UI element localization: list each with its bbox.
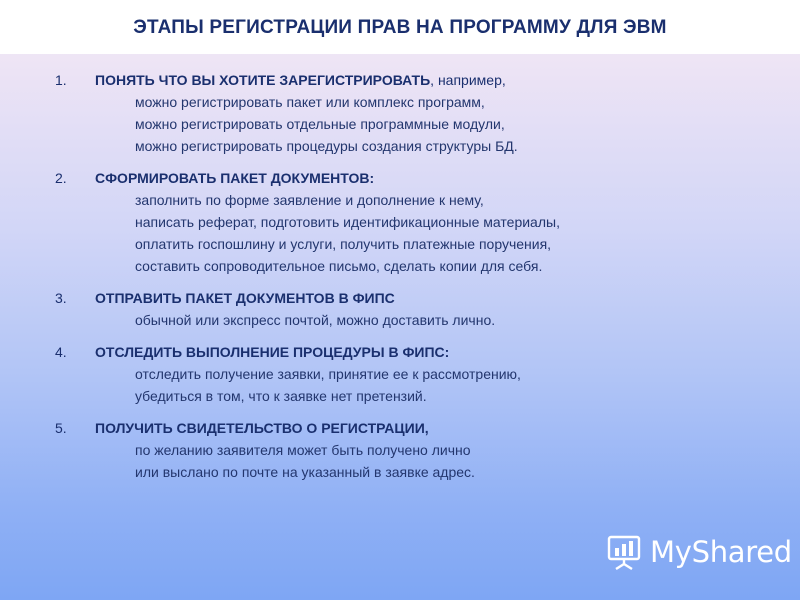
step-heading [95, 288, 395, 309]
step-detail-line: отследить получение заявки, принятие ее к рассмотрению, [135, 366, 521, 382]
step-detail-line: можно регистрировать пакет или комплекс программ, [135, 94, 485, 110]
step-heading [95, 70, 506, 91]
step-heading [95, 168, 374, 189]
step-heading [95, 418, 429, 439]
step-number: 4. [55, 344, 67, 360]
step-number: 3. [55, 290, 67, 306]
step-number: 1. [55, 72, 67, 88]
step-detail-line: можно регистрировать отдельные программные модули, [135, 116, 505, 132]
step-heading-bold: ПОНЯТЬ ЧТО ВЫ ХОТИТЕ ЗАРЕГИСТРИРОВАТЬ [95, 72, 431, 88]
watermark-text: MyShared [650, 535, 792, 569]
step-heading-row [55, 418, 775, 439]
step-item [55, 342, 775, 407]
step-detail-line: написать реферат, подготовить идентификационные материалы, [135, 214, 560, 230]
step-item [55, 288, 775, 331]
step-detail-line: составить сопроводительное письмо, сделать копии для себя. [135, 258, 543, 274]
step-detail-line: оплатить госпошлину и услуги, получить платежные поручения, [135, 236, 552, 252]
step-item [55, 418, 775, 483]
step-heading-bold: ПОЛУЧИТЬ СВИДЕТЕЛЬСТВО О РЕГИСТРАЦИИ, [95, 420, 429, 436]
presentation-board-icon [606, 533, 642, 571]
slide-header [0, 0, 800, 54]
step-heading-bold: СФОРМИРОВАТЬ ПАКЕТ ДОКУМЕНТОВ: [95, 170, 375, 186]
step-detail-line: убедиться в том, что к заявке нет претензий. [135, 388, 427, 404]
step-item [55, 168, 775, 277]
step-detail-line: обычной или экспресс почтой, можно доставить лично. [135, 312, 496, 328]
step-heading-bold: ОТСЛЕДИТЬ ВЫПОЛНЕНИЕ ПРОЦЕДУРЫ В ФИПС: [95, 344, 450, 360]
step-item [55, 70, 775, 157]
step-heading [95, 342, 449, 363]
step-heading-bold: ОТПРАВИТЬ ПАКЕТ ДОКУМЕНТОВ В ФИПС [95, 290, 395, 306]
step-heading-row [55, 168, 775, 189]
step-heading-row [55, 70, 775, 91]
slide-title: ЭТАПЫ РЕГИСТРАЦИИ ПРАВ НА ПРОГРАММУ ДЛЯ ЭВМ [133, 17, 667, 38]
step-detail-line: по желанию заявителя может быть получено лично [135, 442, 471, 458]
step-number: 2. [55, 170, 67, 186]
step-number: 5. [55, 420, 67, 436]
steps-list [55, 70, 775, 494]
step-detail-line: или выслано по почте на указанный в заявке адрес. [135, 464, 475, 480]
step-heading-row [55, 288, 775, 309]
step-detail-line: заполнить по форме заявление и дополнение к нему, [135, 192, 484, 208]
step-heading-tail: , например, [430, 72, 506, 88]
watermark-logo [606, 533, 792, 571]
step-detail-line: можно регистрировать процедуры создания структуры БД. [135, 138, 518, 154]
step-heading-row [55, 342, 775, 363]
